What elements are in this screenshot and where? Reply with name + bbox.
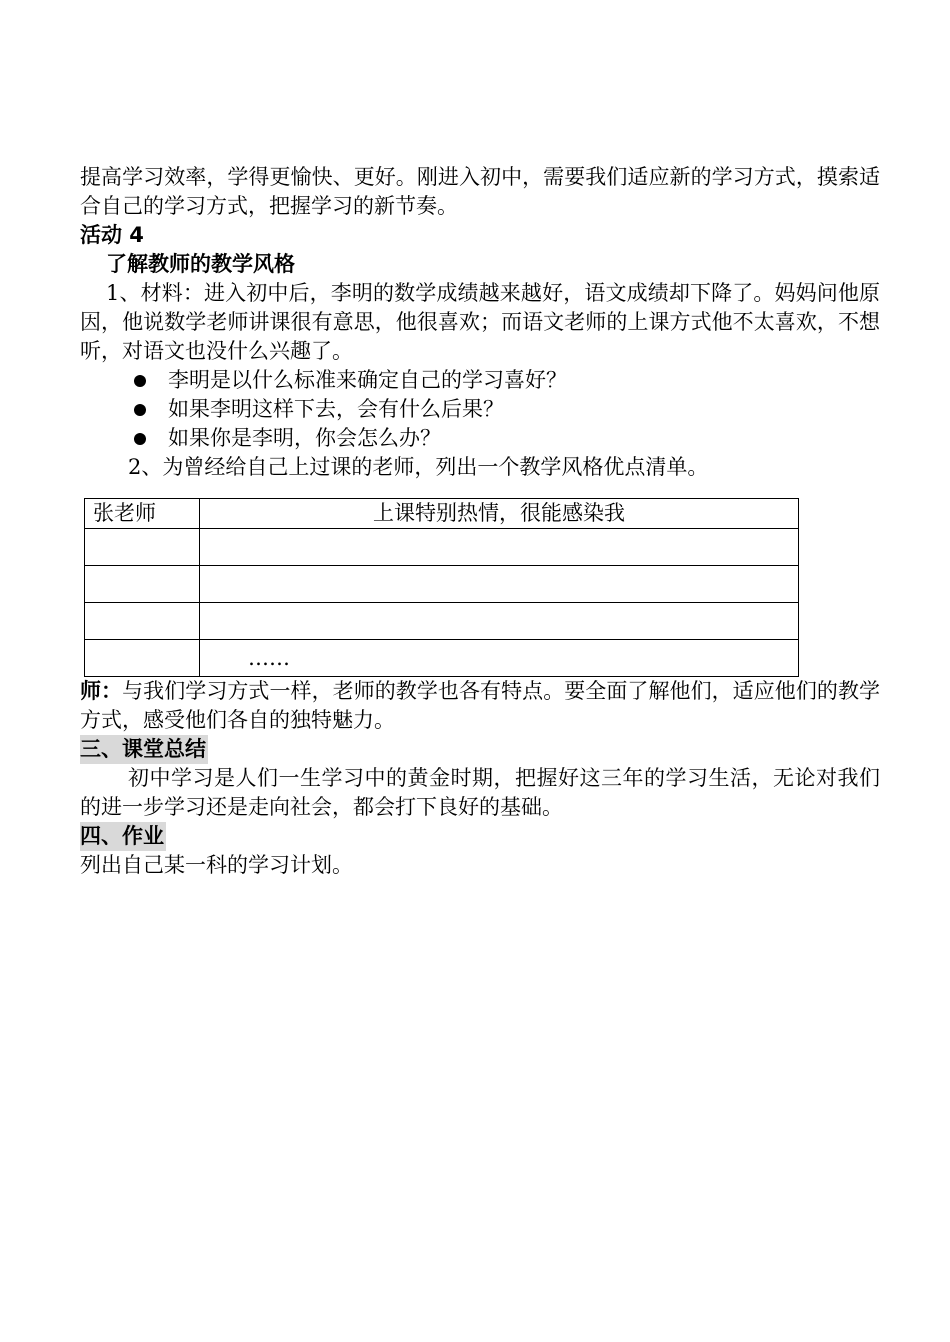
teacher-style-table bbox=[84, 498, 799, 677]
table-row bbox=[85, 603, 799, 640]
activity-title: 活动 4 bbox=[80, 223, 144, 247]
summary-paragraph: 初中学习是人们一生学习中的黄金时期，把握好这三年的学习生活，无论对我们的进一步学习还是走向社会，都会打下良好的基础。 bbox=[80, 766, 880, 819]
material-paragraph: 1、材料：进入初中后，李明的数学成绩越来越好，语文成绩却下降了。妈妈问他原因，他说数学老师讲课很有意思，他很喜欢；而语文老师的上课方式他不太喜欢，不想听，对语文也没什么兴趣了。 bbox=[80, 281, 880, 363]
table-row bbox=[85, 529, 799, 566]
question-list bbox=[80, 366, 880, 453]
list-item bbox=[132, 395, 880, 424]
homework-paragraph: 列出自己某一科的学习计划。 bbox=[80, 853, 353, 877]
teacher-name-cell bbox=[85, 529, 200, 566]
list-item bbox=[132, 424, 880, 453]
teacher-note-text: 与我们学习方式一样，老师的教学也各有特点。要全面了解他们，适应他们的教学方式，感受他们各自的独特魅力。 bbox=[80, 679, 880, 732]
teacher-name-cell bbox=[85, 566, 200, 603]
teacher-style-cell: 上课特别热情，很能感染我 bbox=[200, 499, 799, 529]
table-row bbox=[85, 640, 799, 677]
bullet-dot-icon bbox=[134, 375, 146, 387]
teacher-name-cell bbox=[85, 640, 200, 677]
teacher-name-cell bbox=[85, 603, 200, 640]
teacher-style-cell bbox=[200, 603, 799, 640]
question-text: 如果你是李明，你会怎么办？ bbox=[168, 426, 441, 450]
question-text: 李明是以什么标准来确定自己的学习喜好？ bbox=[168, 368, 567, 392]
teacher-name-cell: 张老师 bbox=[85, 499, 200, 529]
table-row bbox=[85, 566, 799, 603]
teacher-note-label: 师： bbox=[80, 679, 123, 703]
homework-heading: 四、作业 bbox=[80, 822, 166, 851]
teacher-style-cell bbox=[200, 529, 799, 566]
teacher-note bbox=[80, 677, 880, 735]
bullet-dot-icon bbox=[134, 404, 146, 416]
activity-subtitle: 了解教师的教学风格 bbox=[106, 252, 295, 276]
intro-paragraph: 提高学习效率，学得更愉快、更好。刚进入初中，需要我们适应新的学习方式，摸索适合自己的学习方式，把握学习的新节奏。 bbox=[80, 165, 880, 218]
summary-heading: 三、课堂总结 bbox=[80, 735, 208, 764]
task-paragraph: 2、为曾经给自己上过课的老师，列出一个教学风格优点清单。 bbox=[128, 455, 709, 479]
bullet-dot-icon bbox=[134, 433, 146, 445]
teacher-style-cell bbox=[200, 566, 799, 603]
table-row bbox=[85, 499, 799, 529]
question-text: 如果李明这样下去，会有什么后果？ bbox=[168, 397, 504, 421]
list-item bbox=[132, 366, 880, 395]
document-page bbox=[80, 163, 880, 880]
teacher-style-cell: …… bbox=[200, 640, 799, 677]
